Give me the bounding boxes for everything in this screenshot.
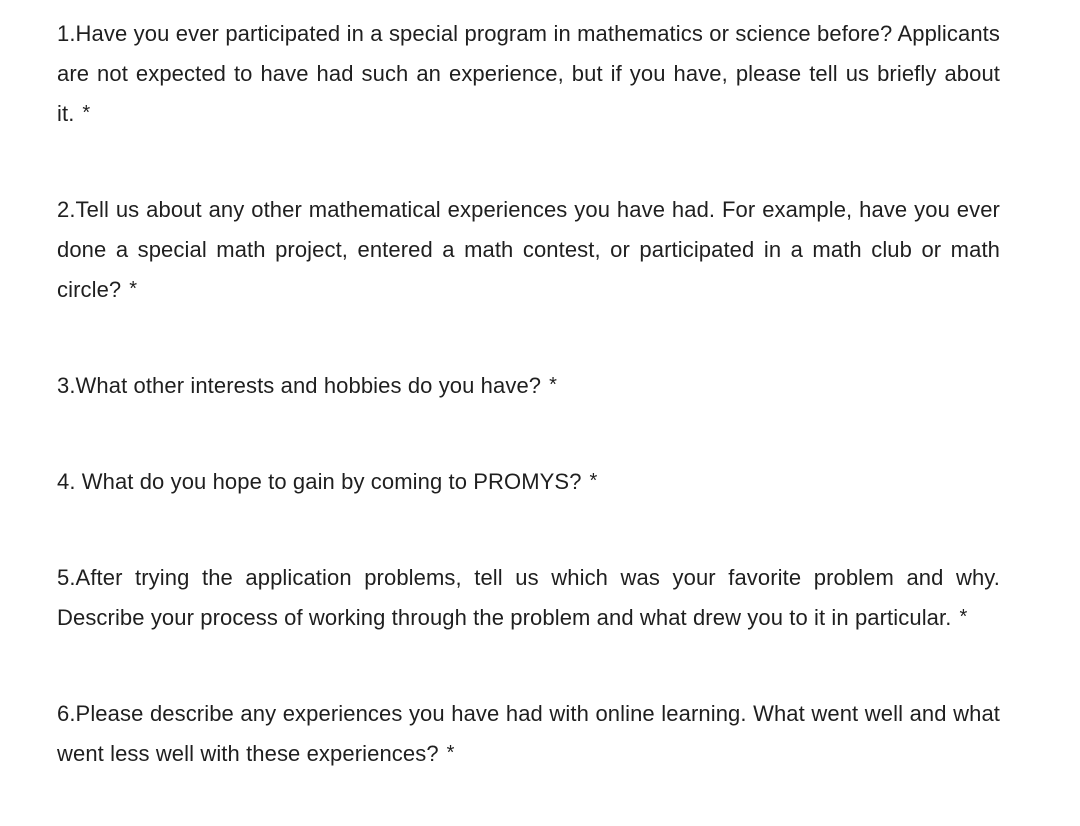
question-2 — [57, 190, 1000, 311]
question-6-text: 6.Please describe any experiences you have had with online learning. What went well and what went less well with these experiences? — [57, 701, 1000, 766]
question-5 — [57, 558, 1000, 639]
question-3-text: 3.What other interests and hobbies do you have? — [57, 373, 542, 398]
question-list — [57, 14, 1000, 775]
question-4-text: 4. What do you hope to gain by coming to PROMYS? — [57, 469, 582, 494]
required-asterisk: * — [446, 742, 455, 764]
question-2-text: 2.Tell us about any other mathematical experiences you have had. For example, have you ever done a special math project, entered a math contest, or participated in a math club or math circle? — [57, 197, 1000, 302]
question-6 — [57, 694, 1000, 775]
question-5-text: 5.After trying the application problems, tell us which was your favorite problem and why. Describe your process of working through the problem and what drew you to it in particular. — [57, 565, 1000, 630]
question-4 — [57, 462, 1000, 503]
required-asterisk: * — [589, 470, 598, 492]
required-asterisk: * — [549, 374, 558, 396]
question-1-text: 1.Have you ever participated in a special program in mathematics or science before? Applicants are not expected to have had such an experience, but if you have, please tell us briefly about it. — [57, 21, 1000, 126]
question-1 — [57, 14, 1000, 135]
question-3 — [57, 366, 1000, 407]
required-asterisk: * — [82, 102, 91, 124]
required-asterisk: * — [129, 278, 138, 300]
required-asterisk: * — [959, 606, 968, 628]
